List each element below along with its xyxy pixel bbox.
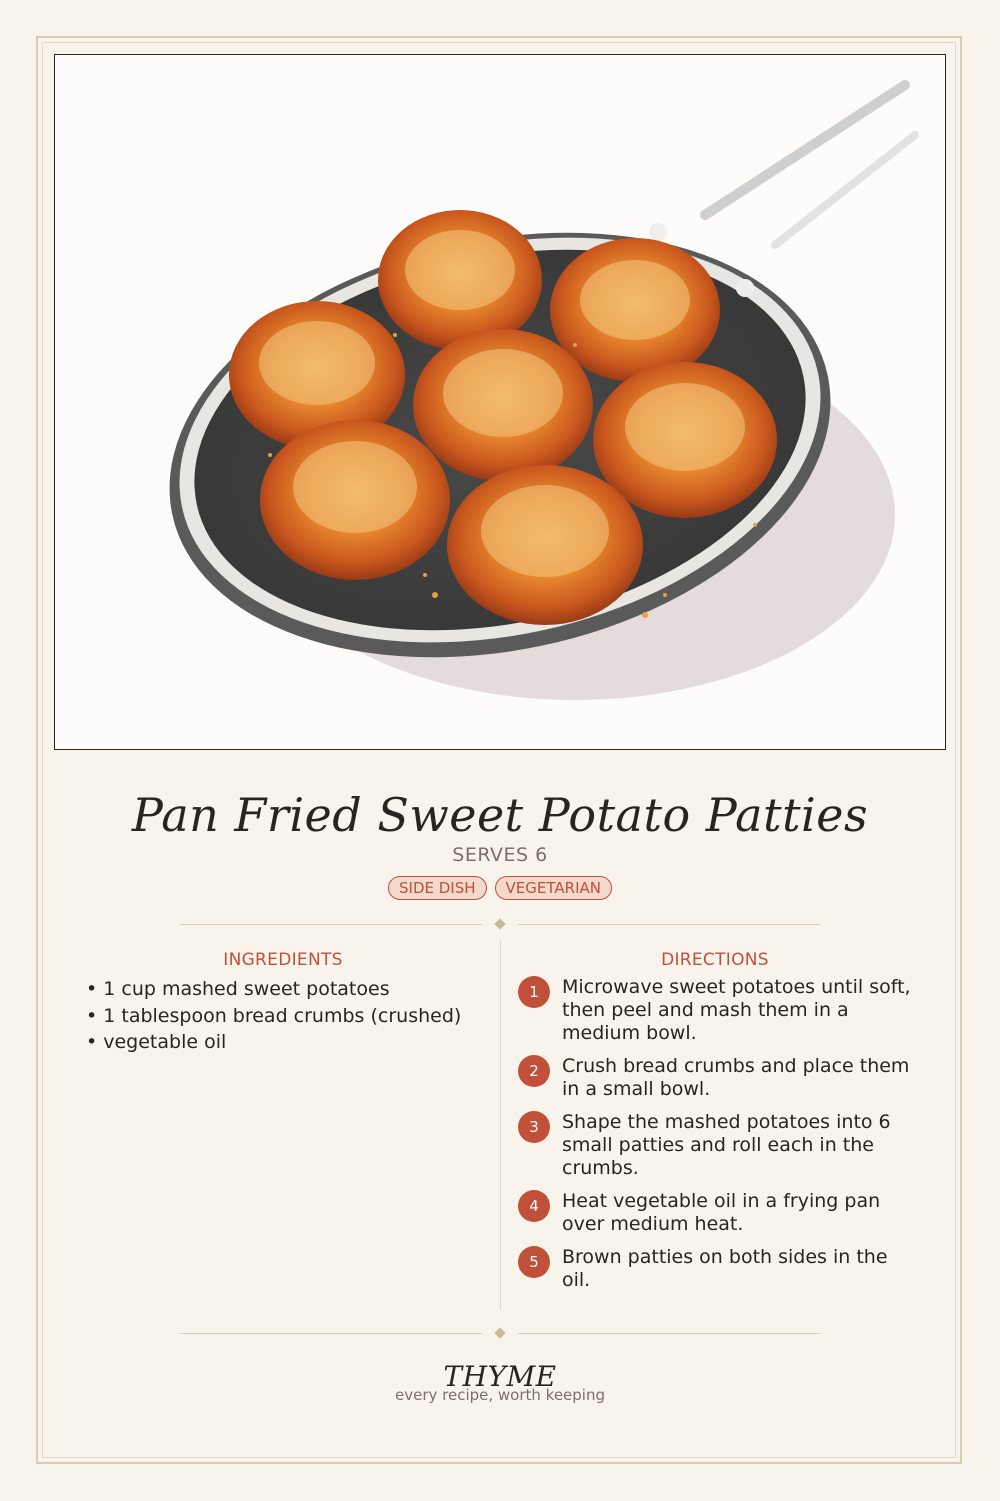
footer-divider-right <box>518 1333 820 1334</box>
direction-step <box>518 1111 918 1180</box>
ingredient-item: • 1 tablespoon bread crumbs (crushed) <box>86 1004 462 1027</box>
ingredient-item: • 1 cup mashed sweet potatoes <box>86 978 390 1000</box>
footer-divider-left <box>180 1333 482 1334</box>
step-text: Crush bread crumbs and place them in a small bowl. <box>562 1055 910 1100</box>
brand-logo: THYME <box>443 1360 557 1393</box>
step-text: Microwave sweet potatoes until soft, then peel and mash them in a medium bowl. <box>562 976 911 1044</box>
column-divider <box>500 940 501 1310</box>
tag-list <box>0 876 1000 900</box>
step-number: 5 <box>518 1246 550 1278</box>
directions-heading: DIRECTIONS <box>661 950 769 970</box>
step-number: 4 <box>518 1190 550 1222</box>
direction-step <box>518 976 918 1045</box>
sweet-potato-patty <box>447 465 643 625</box>
frying-pan-illustration <box>55 55 945 749</box>
direction-list <box>518 976 918 1302</box>
ingredient-list <box>86 976 486 1056</box>
servings: SERVES 6 <box>452 844 548 866</box>
sweet-potato-patty <box>260 420 450 580</box>
direction-step <box>518 1246 918 1292</box>
tag-vegetarian: VEGETARIAN <box>495 876 612 900</box>
tag-side-dish: SIDE DISH <box>388 876 487 900</box>
recipe-illustration <box>54 54 946 750</box>
direction-step <box>518 1055 918 1101</box>
sweet-potato-patty <box>378 210 542 350</box>
sweet-potato-patty <box>413 329 593 481</box>
direction-step <box>518 1190 918 1236</box>
ingredient-item: • vegetable oil <box>86 1031 227 1053</box>
step-text: Heat vegetable oil in a frying pan over medium heat. <box>562 1190 881 1235</box>
divider-right <box>518 924 820 925</box>
recipe-title: Pan Fried Sweet Potato Patties <box>131 788 869 842</box>
step-text: Brown patties on both sides in the oil. <box>562 1246 888 1291</box>
divider-left <box>180 924 482 925</box>
brand-tagline: every recipe, worth keeping <box>394 1386 605 1404</box>
step-number: 1 <box>518 976 550 1008</box>
step-text: Shape the mashed potatoes into 6 small patties and roll each in the crumbs. <box>562 1111 891 1179</box>
step-number: 3 <box>518 1111 550 1143</box>
step-number: 2 <box>518 1055 550 1087</box>
ingredients-heading: INGREDIENTS <box>223 950 343 970</box>
